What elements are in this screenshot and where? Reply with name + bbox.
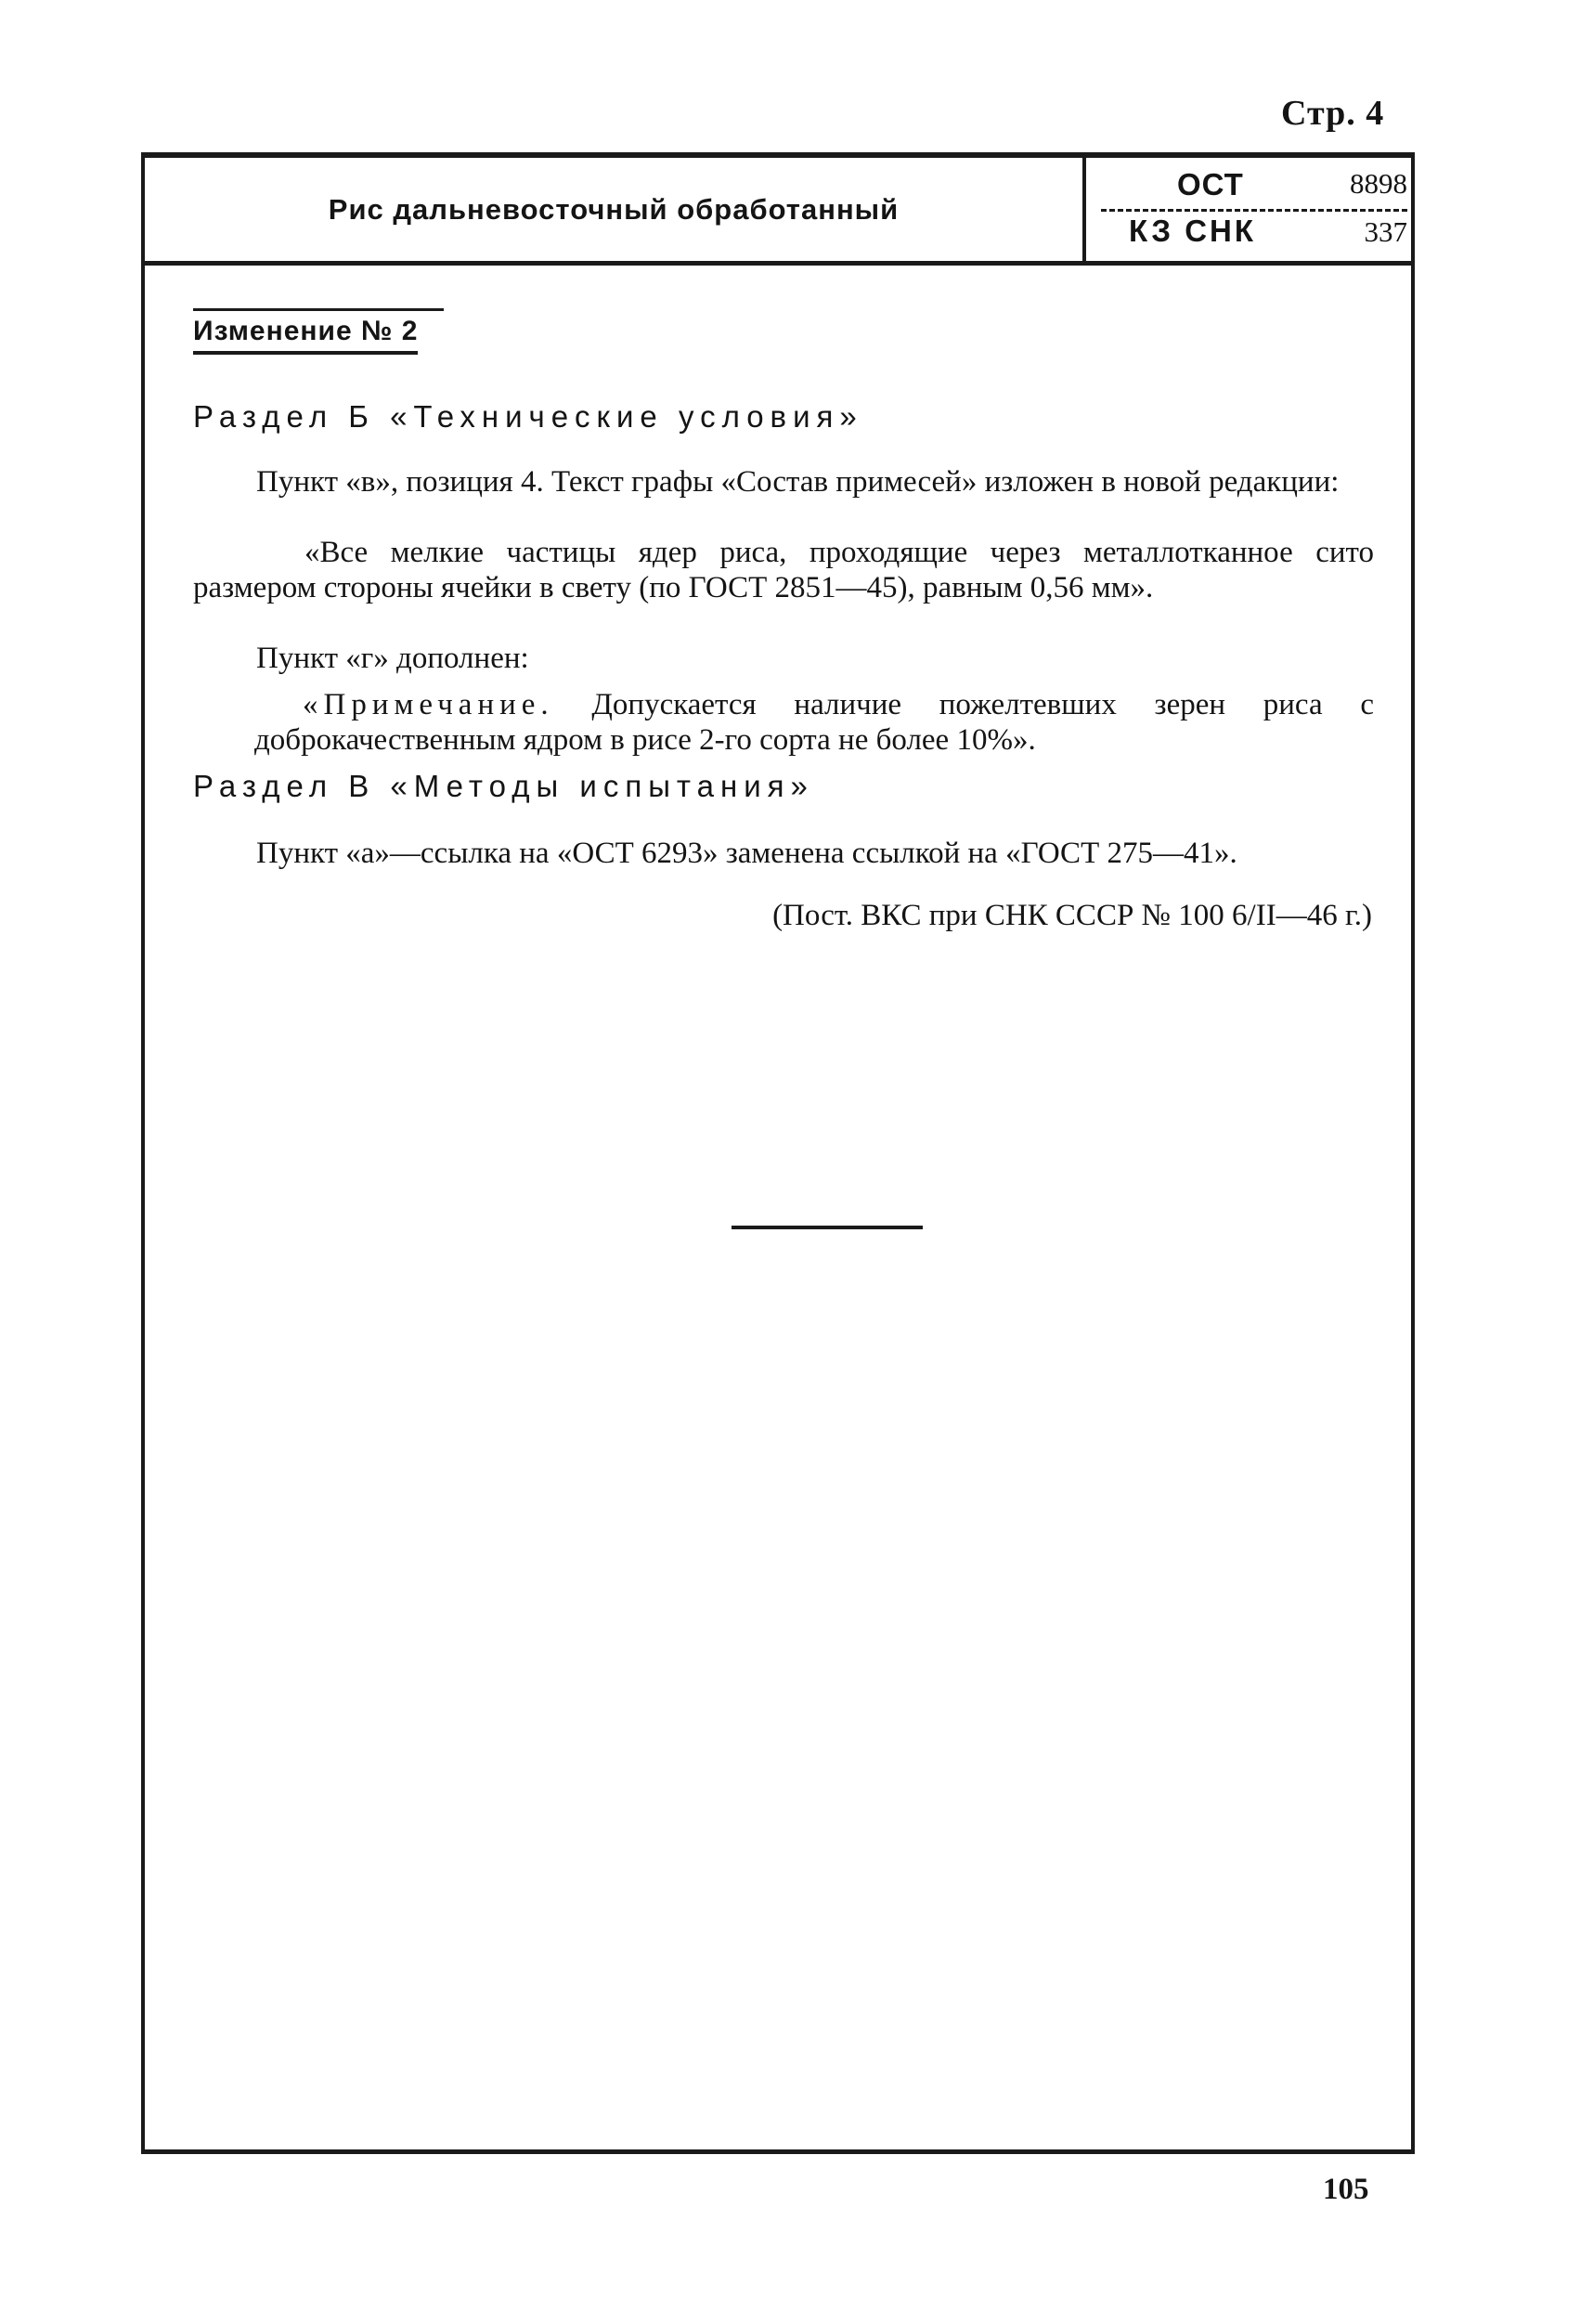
section-b-paragraph-2: «Все мелкие частицы ядер риса, проходящие через металлотканное сито размером стороны ячейки в свету (по ГОСТ 2851—45), равным 0,56 мм». — [193, 536, 1374, 604]
section-b-heading: Раздел Б «Технические условия» — [193, 399, 863, 434]
section-b-paragraph-1: Пункт «в», позиция 4. Текст графы «Состав примесей» изложен в новой редакции: — [256, 465, 1340, 499]
page-label: Стр. 4 — [1281, 94, 1385, 133]
resolution-reference: (Пост. ВКС при СНК СССР № 100 6/II—46 г.) — [772, 899, 1372, 932]
standard-code-top: ОСТ — [1177, 167, 1244, 201]
header-divider — [1082, 158, 1086, 261]
separator-line — [732, 1226, 923, 1229]
standard-code-bottom-number: 337 — [1364, 215, 1407, 248]
document-title: Рис дальневосточный обработанный — [328, 192, 900, 226]
standard-code-top-number: 8898 — [1350, 167, 1407, 200]
section-v-heading: Раздел В «Методы испытания» — [193, 769, 814, 803]
standard-code — [1101, 165, 1407, 254]
page-number: 105 — [1323, 2173, 1369, 2206]
standard-code-bottom: КЗ СНК — [1129, 214, 1257, 248]
amendment-title: Изменение № 2 — [193, 316, 418, 355]
document-frame — [141, 152, 1415, 2154]
section-b-note — [254, 687, 1374, 758]
standard-code-rule — [1101, 209, 1407, 212]
amendment-overline — [193, 308, 444, 311]
document-header — [145, 158, 1411, 266]
section-v-paragraph-1: Пункт «а»—ссылка на «ОСТ 6293» заменена ссылкой на «ГОСТ 275—41». — [256, 837, 1237, 870]
section-b-paragraph-3: Пункт «г» дополнен: — [256, 642, 529, 675]
note-text: Допускается наличие пожелтевших зерен риса с доброкачественным ядром в рисе 2-го сорта не более 10%». — [254, 688, 1374, 757]
note-label: «Примечание. — [303, 688, 554, 721]
